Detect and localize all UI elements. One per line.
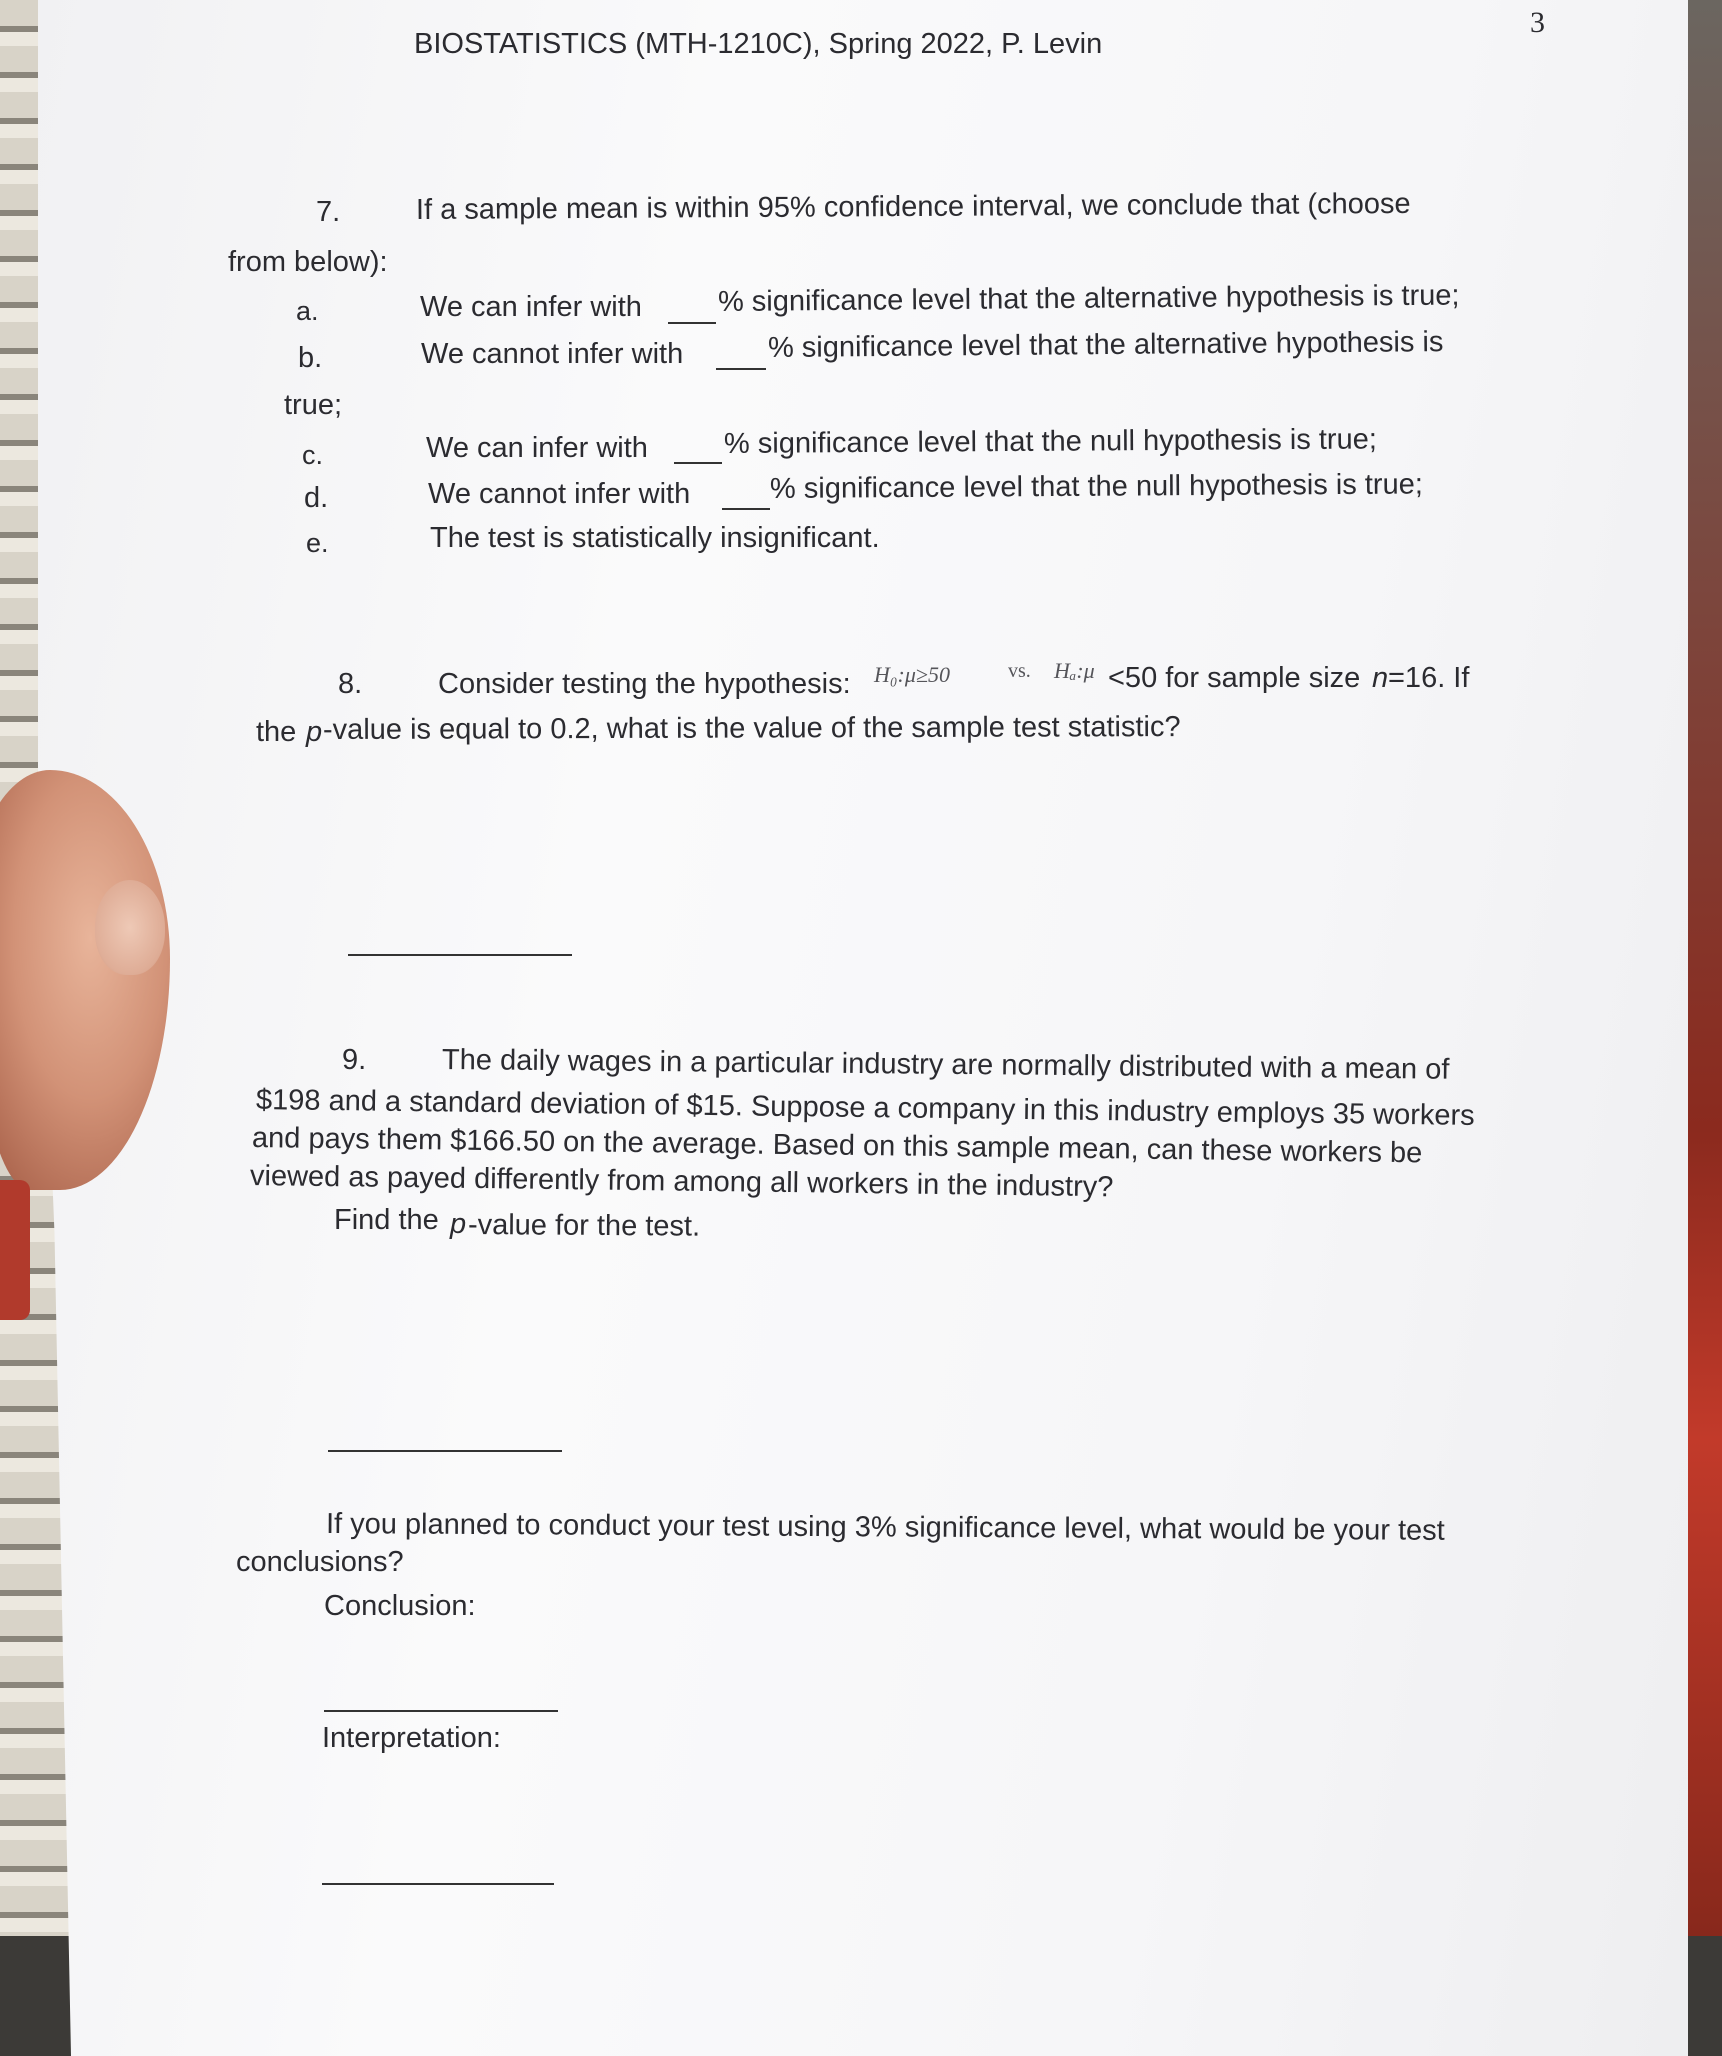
q8-vs: vs. — [1008, 660, 1031, 682]
q8-number: 8. — [338, 668, 363, 700]
page-header: BIOSTATISTICS (MTH-1210C), Spring 2022, P. Levin — [414, 28, 1103, 60]
q9-conclusion-label: Conclusion: — [324, 1590, 476, 1622]
q7-option-b-pre: We cannot infer with — [421, 338, 684, 370]
q7-text-line2: from below): — [228, 246, 388, 278]
q7-option-c-post: % significance level that the null hypothesis is true; — [723, 423, 1377, 460]
q9-line3: and pays them $166.50 on the average. Based on this sample mean, can these workers be — [251, 1122, 1423, 1170]
q7-option-d-blank[interactable] — [722, 508, 770, 510]
q7-option-a-pre: We can infer with — [420, 291, 642, 323]
q7-option-d-pre: We cannot infer with — [428, 478, 691, 510]
q7-option-a-post: % significance level that the alternative hypothesis is true; — [717, 279, 1460, 318]
q9-conclusion-blank[interactable] — [324, 1710, 558, 1712]
q7-option-c-pre: We can infer with — [426, 432, 648, 464]
q7-text-line1: If a sample mean is within 95% confidence interval, we conclude that (choose — [415, 187, 1411, 226]
q8-n-var: n — [1372, 662, 1389, 694]
q8-n-value: =16. If — [1388, 662, 1470, 694]
q9-find-post: -value for the test. — [467, 1209, 701, 1243]
q7-option-b-post: % significance level that the alternative hypothesis is — [767, 326, 1444, 364]
q7-option-c-letter: c. — [302, 440, 324, 470]
q9-line4: viewed as payed differently from among all workers in the industry? — [249, 1160, 1114, 1204]
q9-interpretation-blank[interactable] — [322, 1883, 554, 1885]
page-number: 3 — [1530, 6, 1545, 39]
q7-option-e-letter: e. — [306, 528, 329, 558]
q7-option-a-blank[interactable] — [668, 322, 716, 324]
thumb — [95, 880, 165, 975]
q9-find-pre: Find the — [334, 1204, 439, 1236]
q7-option-d-letter: d. — [304, 482, 329, 514]
q7-option-b-letter: b. — [298, 342, 323, 374]
q7-option-d-post: % significance level that the null hypothesis is true; — [769, 468, 1423, 505]
q8-null-hypothesis: H₀:μ≥50 — [874, 662, 950, 687]
q7-option-e-text: The test is statistically insignificant. — [430, 522, 880, 554]
q9-line2: $198 and a standard deviation of $15. Suppose a company in this industry employs 35 workers — [255, 1084, 1475, 1132]
wrist-band — [0, 1180, 30, 1320]
q8-after: <50 for sample size — [1108, 662, 1361, 694]
q9-find-p: p — [450, 1208, 467, 1240]
q9-pvalue-blank[interactable] — [328, 1450, 562, 1452]
q7-option-b-blank[interactable] — [716, 368, 766, 370]
q7-option-c-blank[interactable] — [674, 462, 722, 464]
q8-answer-blank[interactable] — [348, 954, 572, 956]
q8-line2-post: -value is equal to 0.2, what is the value of the sample test statistic? — [322, 711, 1181, 746]
q9-number: 9. — [342, 1044, 367, 1076]
q7-option-a-letter: a. — [296, 296, 319, 326]
q8-lead: Consider testing the hypothesis: — [438, 668, 851, 700]
q8-line2-pre: the — [256, 716, 297, 748]
q9-interpretation-label: Interpretation: — [322, 1722, 501, 1754]
q9-plan-line2: conclusions? — [236, 1546, 404, 1578]
q7-number: 7. — [316, 196, 341, 228]
q8-line2-p: p — [306, 716, 323, 748]
q9-line1: The daily wages in a particular industry are normally distributed with a mean of — [441, 1044, 1450, 1086]
q9-plan-line1: If you planned to conduct your test using 3% significance level, what would be your test — [325, 1508, 1445, 1547]
q7-option-b-cont: true; — [284, 389, 343, 421]
q8-alt-hypothesis: Hₐ:μ — [1054, 658, 1095, 683]
